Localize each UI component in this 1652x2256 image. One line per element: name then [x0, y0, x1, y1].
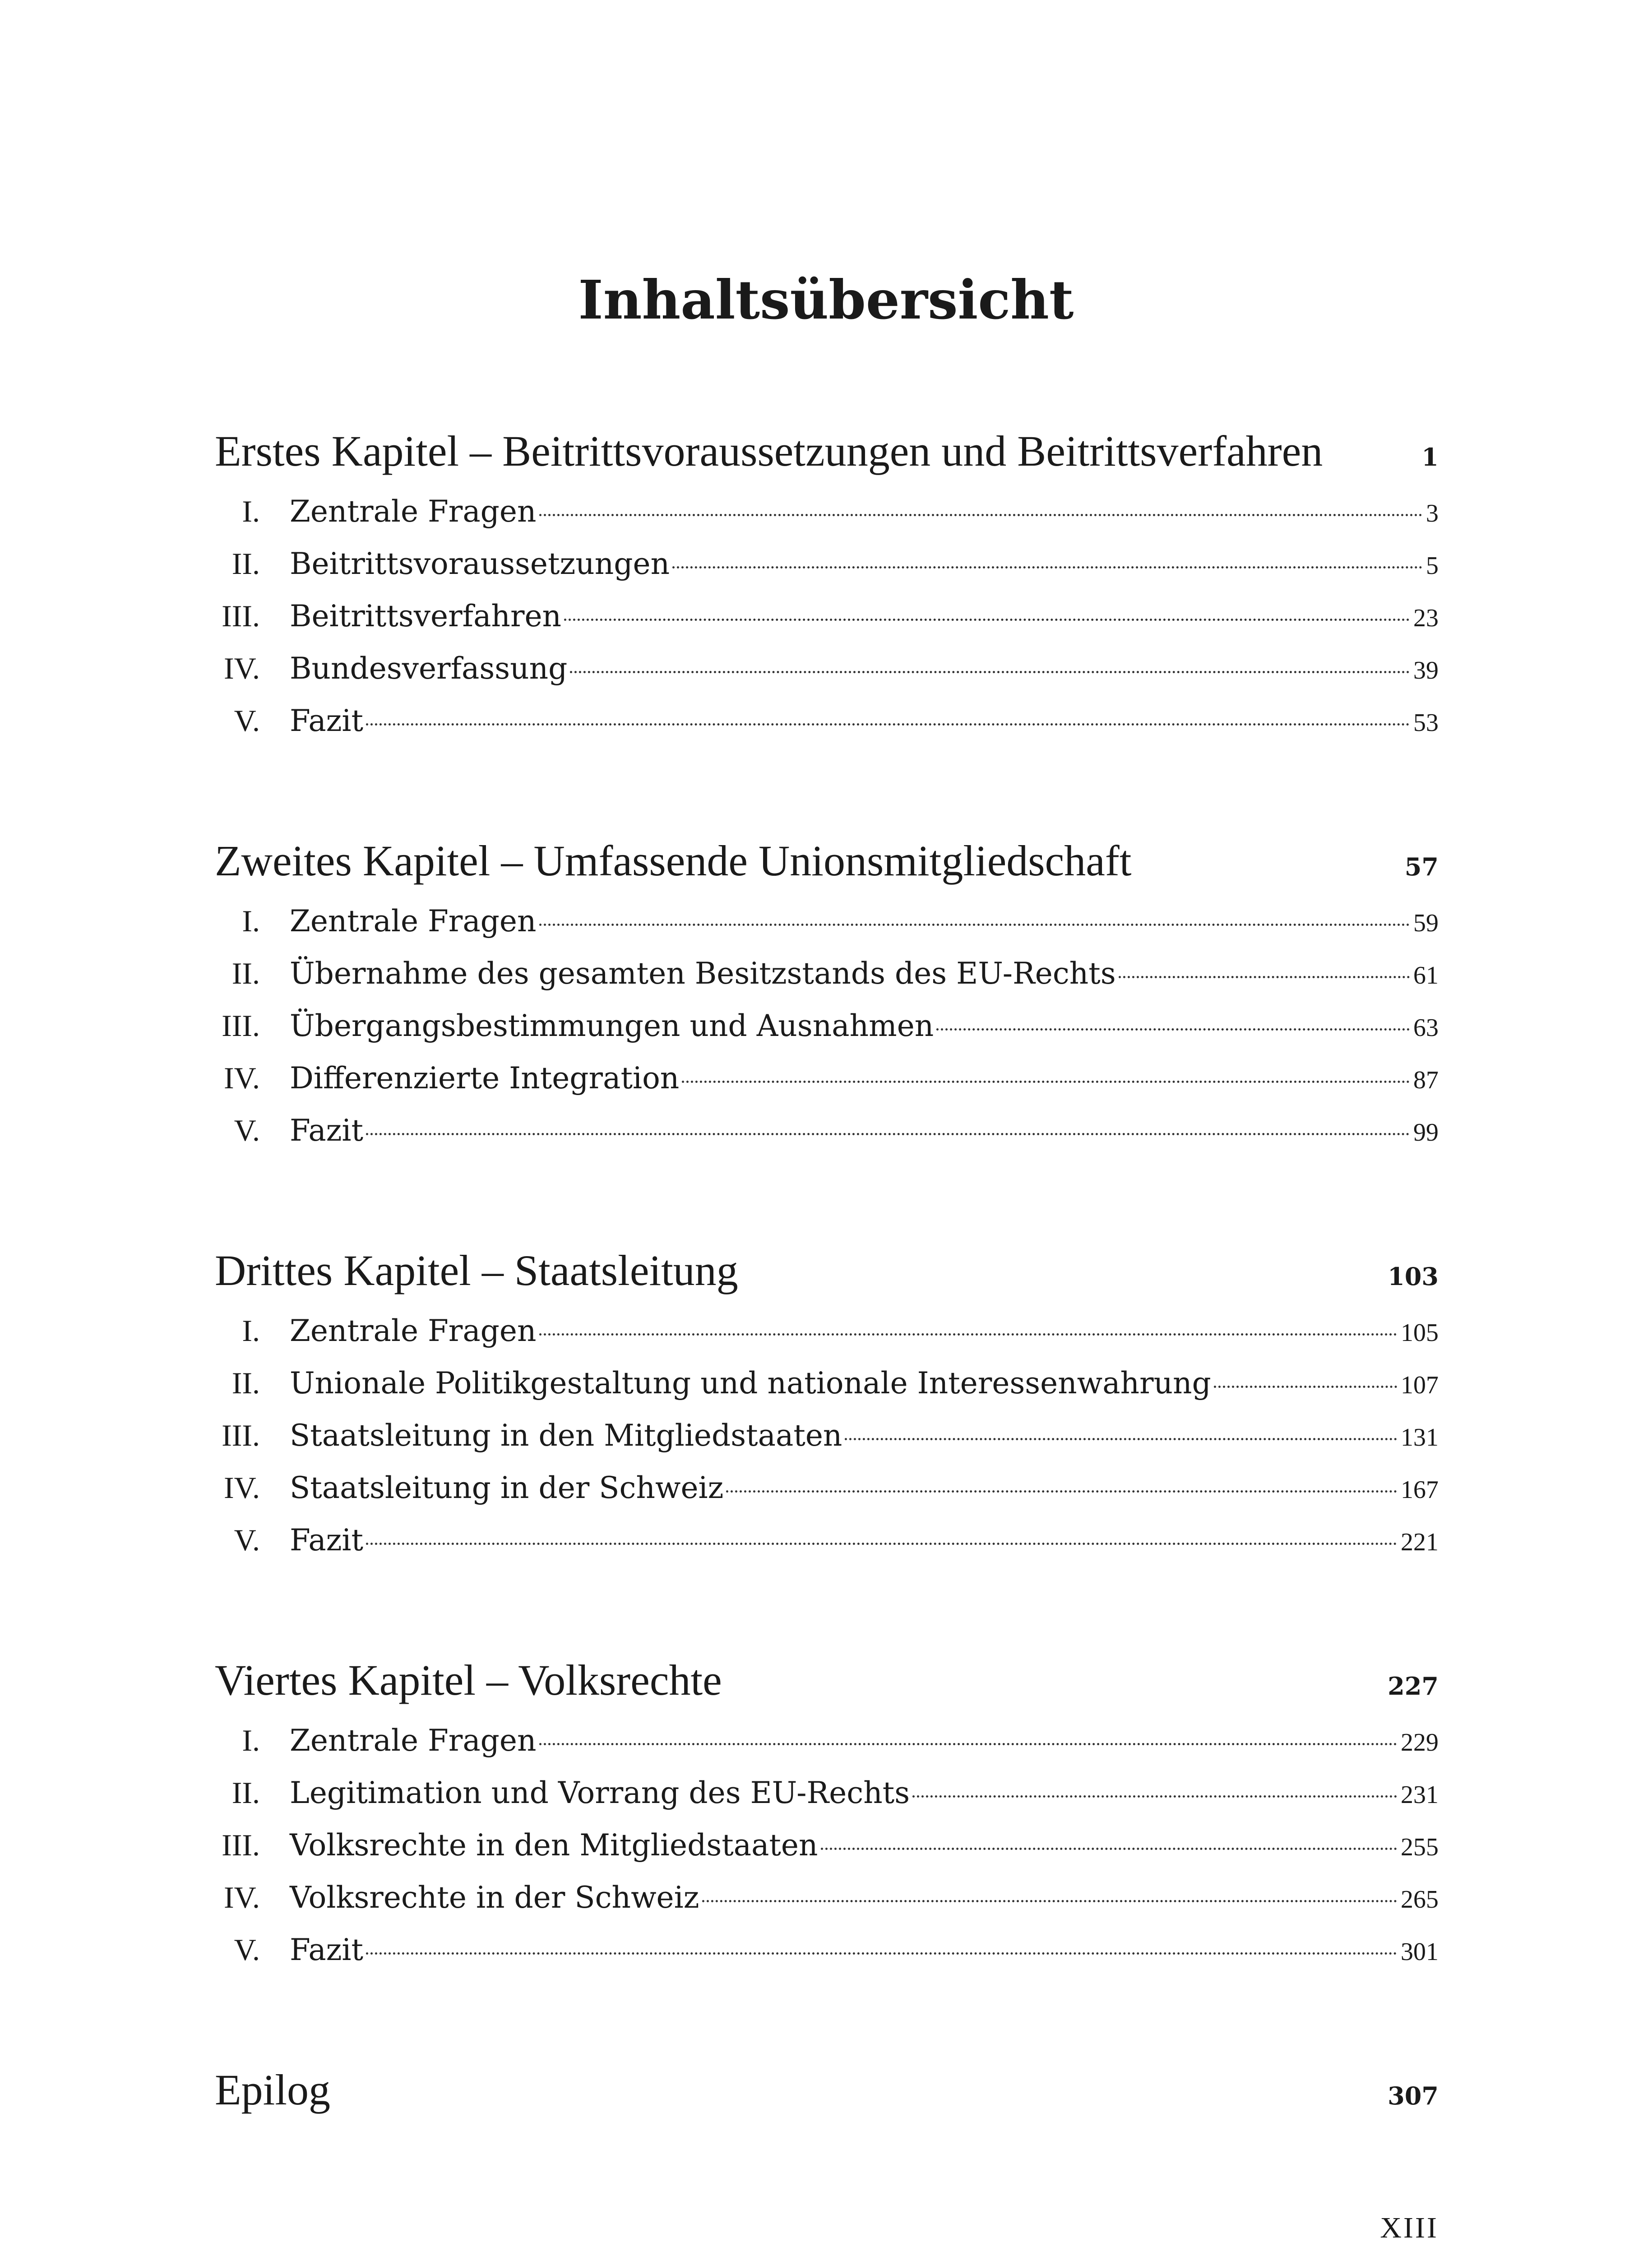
section-number: III. [222, 1008, 260, 1043]
dot-leader [539, 514, 1423, 516]
section-number: V. [234, 1932, 260, 1967]
toc-entry[interactable] [215, 1461, 1439, 1514]
section-title: Staatsleitung in der Schweiz [290, 1470, 724, 1505]
dot-leader [1119, 976, 1410, 978]
dot-leader [912, 1795, 1397, 1798]
toc-entry[interactable] [215, 1923, 1439, 1976]
chapter-3 [215, 1237, 1439, 1566]
toc-entry[interactable] [215, 1357, 1439, 1409]
section-number: V. [234, 1523, 260, 1557]
toc-entry[interactable] [215, 485, 1439, 537]
section-page-number: 105 [1401, 1319, 1439, 1347]
section-title: Übernahme des gesamten Besitzstands des EU-Rechts [290, 956, 1116, 991]
section-page-number: 3 [1426, 499, 1439, 527]
dot-leader [366, 1543, 1397, 1545]
section-number: III. [222, 1418, 260, 1452]
chapter-page-number: 307 [1388, 2081, 1439, 2110]
chapter-title: Epilog [215, 2066, 330, 2114]
section-page-number: 53 [1413, 709, 1439, 737]
chapter-title: Drittes Kapitel – Staatsleitung [215, 1246, 738, 1294]
section-page-number: 99 [1413, 1119, 1439, 1146]
section-title: Bundesverfassung [290, 651, 568, 686]
section-title: Volksrechte in der Schweiz [290, 1880, 699, 1915]
section-title: Volksrechte in den Mitgliedstaaten [290, 1828, 818, 1863]
epilog [215, 2056, 1439, 2124]
toc-entry[interactable] [215, 590, 1439, 642]
section-number: I. [242, 904, 260, 938]
toc-entry[interactable] [215, 1514, 1439, 1566]
section-number: IV. [224, 1470, 260, 1505]
dot-leader [539, 1333, 1397, 1336]
section-page-number: 59 [1413, 909, 1439, 937]
chapter-1 [215, 417, 1439, 747]
chapter-page-number: 227 [1388, 1672, 1439, 1701]
dot-leader [366, 1952, 1397, 1955]
toc-entry[interactable] [215, 1052, 1439, 1104]
section-page-number: 39 [1413, 656, 1439, 684]
dot-leader [366, 1133, 1410, 1135]
section-page-number: 167 [1401, 1476, 1439, 1504]
chapter-heading[interactable] [215, 1237, 1439, 1304]
section-page-number: 255 [1401, 1833, 1439, 1861]
chapter-page-number: 103 [1388, 1262, 1439, 1291]
section-number: II. [231, 546, 260, 581]
section-page-number: 229 [1401, 1729, 1439, 1757]
chapter-heading[interactable] [215, 417, 1439, 485]
dot-leader [682, 1081, 1410, 1083]
section-title: Zentrale Fragen [290, 1723, 537, 1758]
section-list [215, 485, 1439, 747]
section-page-number: 221 [1401, 1528, 1439, 1556]
dot-leader [936, 1028, 1410, 1031]
chapter-page-number: 1 [1421, 443, 1439, 472]
section-title: Fazit [290, 1932, 364, 1967]
section-title: Differenzierte Integration [290, 1061, 680, 1096]
section-number: II. [231, 956, 260, 990]
dot-leader [366, 723, 1410, 726]
dot-leader [726, 1490, 1397, 1493]
section-number: II. [231, 1775, 260, 1810]
toc-entry[interactable] [215, 1104, 1439, 1156]
section-title: Legitimation und Vorrang des EU-Rechts [290, 1775, 910, 1810]
section-title: Übergangsbestimmungen und Ausnahmen [290, 1008, 934, 1043]
section-title: Zentrale Fragen [290, 1313, 537, 1348]
chapter-title: Viertes Kapitel – Volksrechte [215, 1656, 722, 1704]
section-page-number: 5 [1426, 552, 1439, 580]
dot-leader [672, 566, 1422, 569]
section-title: Beitrittsvoraussetzungen [290, 546, 670, 581]
toc-entry[interactable] [215, 1409, 1439, 1461]
section-number: IV. [224, 651, 260, 685]
toc-entry[interactable] [215, 1819, 1439, 1871]
dot-leader [821, 1848, 1397, 1850]
section-number: I. [242, 494, 260, 528]
table-of-contents [215, 417, 1439, 2124]
page-title: Inhaltsübersicht [578, 268, 1074, 331]
section-number: IV. [224, 1061, 260, 1095]
chapter-title: Zweites Kapitel – Umfassende Unionsmitgliedschaft [215, 837, 1132, 885]
page-folio: XIII [1380, 2211, 1439, 2244]
section-number: I. [242, 1313, 260, 1348]
dot-leader [539, 1743, 1397, 1745]
section-page-number: 23 [1413, 604, 1439, 632]
dot-leader [539, 924, 1410, 926]
toc-entry[interactable] [215, 694, 1439, 747]
dot-leader [570, 671, 1410, 673]
dot-leader [845, 1438, 1397, 1440]
section-page-number: 301 [1401, 1938, 1439, 1966]
section-page-number: 131 [1401, 1424, 1439, 1452]
section-page-number: 63 [1413, 1014, 1439, 1042]
toc-entry[interactable] [215, 1766, 1439, 1819]
chapter-heading[interactable] [215, 2056, 1439, 2124]
dot-leader [702, 1900, 1397, 1902]
chapter-2 [215, 827, 1439, 1156]
section-number: II. [231, 1366, 260, 1400]
section-page-number: 87 [1413, 1066, 1439, 1094]
chapter-4 [215, 1646, 1439, 1976]
section-title: Fazit [290, 1523, 364, 1558]
toc-entry[interactable] [215, 895, 1439, 947]
chapter-page-number: 57 [1404, 852, 1439, 881]
section-title: Unionale Politikgestaltung und nationale Interessenwahrung [290, 1366, 1211, 1401]
dot-leader [564, 619, 1410, 621]
section-title: Beitrittsverfahren [290, 599, 562, 633]
section-title: Zentrale Fragen [290, 904, 537, 938]
toc-entry[interactable] [215, 947, 1439, 999]
section-page-number: 265 [1401, 1886, 1439, 1914]
section-number: V. [234, 703, 260, 738]
section-page-number: 231 [1401, 1781, 1439, 1809]
toc-entry[interactable] [215, 537, 1439, 590]
toc-entry[interactable] [215, 1714, 1439, 1766]
section-list [215, 1304, 1439, 1566]
toc-entry[interactable] [215, 642, 1439, 694]
toc-entry[interactable] [215, 1871, 1439, 1923]
chapter-title: Erstes Kapitel – Beitrittsvoraussetzungen und Beitrittsverfahren [215, 427, 1323, 475]
section-number: III. [222, 1828, 260, 1862]
section-title: Staatsleitung in den Mitgliedstaaten [290, 1418, 842, 1453]
section-number: V. [234, 1113, 260, 1147]
section-number: IV. [224, 1880, 260, 1914]
section-list [215, 895, 1439, 1156]
toc-entry[interactable] [215, 1304, 1439, 1357]
section-title: Zentrale Fragen [290, 494, 537, 529]
chapter-heading[interactable] [215, 827, 1439, 895]
dot-leader [1214, 1386, 1397, 1388]
section-title: Fazit [290, 1113, 364, 1148]
section-number: III. [222, 599, 260, 633]
section-title: Fazit [290, 703, 364, 738]
section-page-number: 107 [1401, 1371, 1439, 1399]
toc-entry[interactable] [215, 999, 1439, 1052]
section-page-number: 61 [1413, 962, 1439, 989]
chapter-heading[interactable] [215, 1646, 1439, 1714]
section-list [215, 1714, 1439, 1976]
section-number: I. [242, 1723, 260, 1757]
